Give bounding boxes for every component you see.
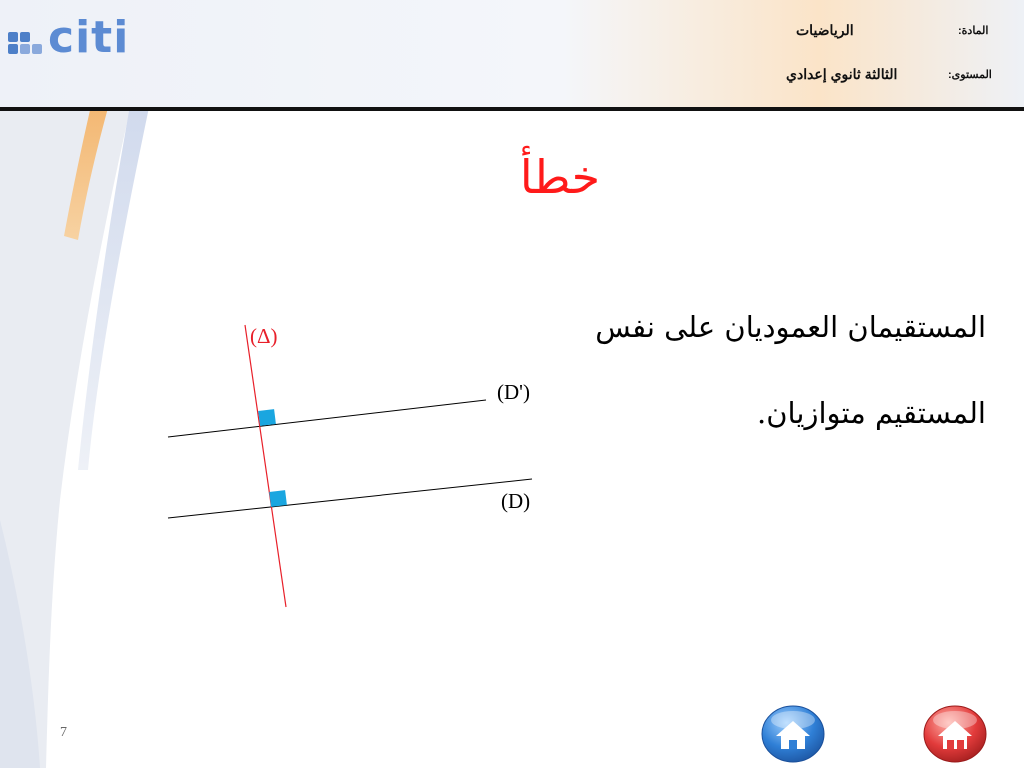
label-d: (D): [501, 489, 531, 513]
logo-mark-icon: [8, 26, 44, 60]
figure-drawing: [150, 315, 570, 615]
label-delta: (Δ): [250, 324, 278, 348]
geometry-figure: [150, 315, 570, 615]
home-button[interactable]: [760, 704, 826, 764]
header-divider: [0, 107, 1024, 111]
header-band: [0, 0, 1024, 108]
level-label: المستوى:: [948, 69, 992, 81]
home-icon: [760, 704, 826, 764]
right-angle-marker-bottom: [269, 490, 287, 507]
slide-title: خطأ: [519, 150, 601, 204]
page-number: 7: [60, 725, 67, 740]
exit-home-icon: [922, 704, 988, 764]
line-d-prime: [168, 400, 486, 437]
subject-value: الرياضيات: [796, 22, 854, 38]
statement-line-2: المستقيم متوازيان.: [757, 396, 986, 430]
right-angle-marker-top: [258, 409, 276, 426]
label-d-prime: (D'): [497, 380, 530, 404]
line-d: [168, 479, 532, 518]
statement-line-1: المستقيمان العموديان على نفس: [595, 310, 986, 344]
line-delta: [245, 325, 286, 607]
citi-logo: [8, 12, 130, 68]
logo-text: citi: [48, 12, 130, 63]
subject-label: المادة:: [958, 25, 989, 37]
exit-button[interactable]: [922, 704, 988, 764]
level-value: الثالثة ثانوي إعدادي: [786, 66, 898, 82]
